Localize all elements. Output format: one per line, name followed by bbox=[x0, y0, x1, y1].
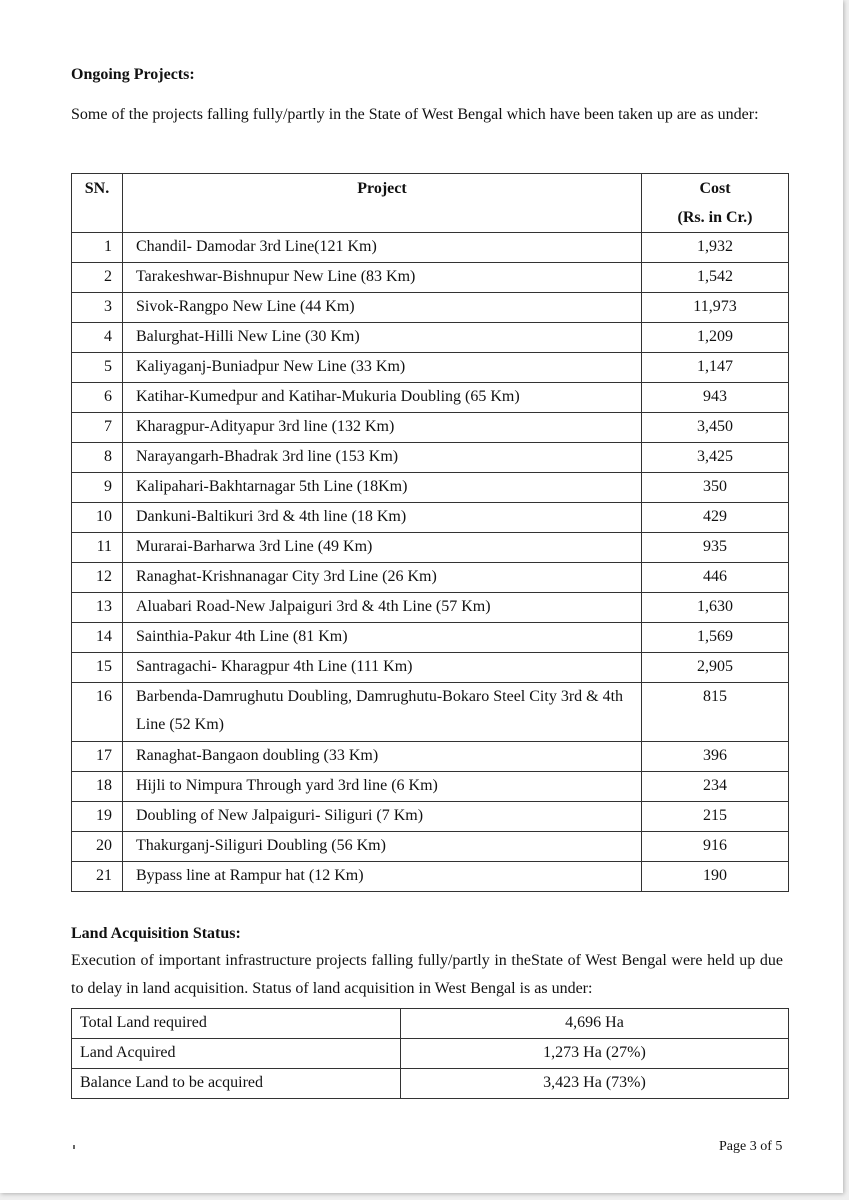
row-sn: 21 bbox=[72, 862, 123, 892]
table-row bbox=[72, 832, 789, 862]
row-project: Narayangarh-Bhadrak 3rd line (153 Km) bbox=[123, 443, 642, 473]
row-sn: 16 bbox=[72, 683, 123, 742]
row-project: Sainthia-Pakur 4th Line (81 Km) bbox=[123, 623, 642, 653]
row-cost: 1,932 bbox=[642, 233, 789, 263]
row-cost: 1,542 bbox=[642, 263, 789, 293]
table-row bbox=[72, 503, 789, 533]
table-row bbox=[72, 353, 789, 383]
cost-header-line1: Cost bbox=[699, 180, 731, 197]
column-header-cost bbox=[642, 174, 789, 233]
row-project: Hijli to Nimpura Through yard 3rd line (6 Km) bbox=[123, 772, 642, 802]
row-cost: 3,425 bbox=[642, 443, 789, 473]
row-project: Balurghat-Hilli New Line (30 Km) bbox=[123, 323, 642, 353]
row-sn: 8 bbox=[72, 443, 123, 473]
ongoing-projects-intro: Some of the projects falling fully/partly in the State of West Bengal which have been taken up are as under: bbox=[71, 106, 759, 123]
row-sn: 2 bbox=[72, 263, 123, 293]
row-cost: 396 bbox=[642, 742, 789, 772]
table-row bbox=[72, 473, 789, 503]
projects-table-header bbox=[72, 174, 789, 233]
land-acquisition-intro: Execution of important infrastructure projects falling fully/partly in theState of West Bengal were held up due to delay in land acquisition. Status of land acquisition in West Bengal is as under: bbox=[71, 952, 783, 997]
row-cost: 935 bbox=[642, 533, 789, 563]
table-row bbox=[72, 443, 789, 473]
row-project: Ranaghat-Krishnanagar City 3rd Line (26 Km) bbox=[123, 563, 642, 593]
row-sn: 17 bbox=[72, 742, 123, 772]
table-row bbox=[72, 772, 789, 802]
row-cost: 234 bbox=[642, 772, 789, 802]
row-cost: 429 bbox=[642, 503, 789, 533]
row-sn: 4 bbox=[72, 323, 123, 353]
table-row bbox=[72, 413, 789, 443]
row-project: Ranaghat-Bangaon doubling (33 Km) bbox=[123, 742, 642, 772]
land-row-value: 1,273 Ha (27%) bbox=[401, 1039, 789, 1069]
row-cost: 3,450 bbox=[642, 413, 789, 443]
row-project: Sivok-Rangpo New Line (44 Km) bbox=[123, 293, 642, 323]
table-row bbox=[72, 1009, 789, 1039]
row-sn: 20 bbox=[72, 832, 123, 862]
row-cost: 446 bbox=[642, 563, 789, 593]
row-sn: 11 bbox=[72, 533, 123, 563]
row-sn: 1 bbox=[72, 233, 123, 263]
table-row bbox=[72, 862, 789, 892]
row-sn: 10 bbox=[72, 503, 123, 533]
table-row bbox=[72, 533, 789, 563]
table-row bbox=[72, 263, 789, 293]
row-project: Barbenda-Damrughutu Doubling, Damrughutu-Bokaro Steel City 3rd & 4th Line (52 Km) bbox=[123, 683, 642, 742]
row-project: Tarakeshwar-Bishnupur New Line (83 Km) bbox=[123, 263, 642, 293]
row-cost: 1,209 bbox=[642, 323, 789, 353]
row-cost: 916 bbox=[642, 832, 789, 862]
row-cost: 1,147 bbox=[642, 353, 789, 383]
projects-table bbox=[71, 173, 789, 892]
row-project: Murarai-Barharwa 3rd Line (49 Km) bbox=[123, 533, 642, 563]
table-row bbox=[72, 563, 789, 593]
cost-header-line2: (Rs. in Cr.) bbox=[677, 209, 753, 226]
row-cost: 11,973 bbox=[642, 293, 789, 323]
land-acquisition-heading: Land Acquisition Status: bbox=[71, 925, 241, 942]
row-project: Doubling of New Jalpaiguri- Siliguri (7 Km) bbox=[123, 802, 642, 832]
row-sn: 19 bbox=[72, 802, 123, 832]
row-project: Aluabari Road-New Jalpaiguri 3rd & 4th Line (57 Km) bbox=[123, 593, 642, 623]
row-project: Bypass line at Rampur hat (12 Km) bbox=[123, 862, 642, 892]
row-cost: 215 bbox=[642, 802, 789, 832]
row-sn: 6 bbox=[72, 383, 123, 413]
row-cost: 1,569 bbox=[642, 623, 789, 653]
table-row bbox=[72, 323, 789, 353]
table-row bbox=[72, 593, 789, 623]
land-row-value: 4,696 Ha bbox=[401, 1009, 789, 1039]
row-project: Dankuni-Baltikuri 3rd & 4th line (18 Km) bbox=[123, 503, 642, 533]
table-row bbox=[72, 683, 789, 742]
row-sn: 9 bbox=[72, 473, 123, 503]
row-sn: 3 bbox=[72, 293, 123, 323]
land-row-label: Land Acquired bbox=[72, 1039, 401, 1069]
column-header-sn: SN. bbox=[72, 174, 123, 233]
row-project: Kaliyaganj-Buniadpur New Line (33 Km) bbox=[123, 353, 642, 383]
row-sn: 13 bbox=[72, 593, 123, 623]
row-sn: 5 bbox=[72, 353, 123, 383]
land-acquisition-table bbox=[71, 1008, 789, 1099]
row-project: Santragachi- Kharagpur 4th Line (111 Km) bbox=[123, 653, 642, 683]
ongoing-projects-heading: Ongoing Projects: bbox=[71, 66, 195, 83]
land-row-label: Total Land required bbox=[72, 1009, 401, 1039]
page-number: Page 3 of 5 bbox=[719, 1139, 783, 1154]
row-project: Katihar-Kumedpur and Katihar-Mukuria Doubling (65 Km) bbox=[123, 383, 642, 413]
table-row bbox=[72, 802, 789, 832]
row-project: Chandil- Damodar 3rd Line(121 Km) bbox=[123, 233, 642, 263]
row-project: Kalipahari-Bakhtarnagar 5th Line (18Km) bbox=[123, 473, 642, 503]
row-sn: 15 bbox=[72, 653, 123, 683]
land-row-label: Balance Land to be acquired bbox=[72, 1069, 401, 1099]
row-cost: 943 bbox=[642, 383, 789, 413]
row-project: Thakurganj-Siliguri Doubling (56 Km) bbox=[123, 832, 642, 862]
row-sn: 7 bbox=[72, 413, 123, 443]
row-sn: 12 bbox=[72, 563, 123, 593]
table-row bbox=[72, 742, 789, 772]
row-cost: 815 bbox=[642, 683, 789, 742]
table-row bbox=[72, 1069, 789, 1099]
row-sn: 14 bbox=[72, 623, 123, 653]
row-cost: 190 bbox=[642, 862, 789, 892]
table-row bbox=[72, 1039, 789, 1069]
row-cost: 2,905 bbox=[642, 653, 789, 683]
row-cost: 350 bbox=[642, 473, 789, 503]
table-row bbox=[72, 293, 789, 323]
table-row bbox=[72, 623, 789, 653]
column-header-project: Project bbox=[123, 174, 642, 233]
row-project: Kharagpur-Adityapur 3rd line (132 Km) bbox=[123, 413, 642, 443]
land-row-value: 3,423 Ha (73%) bbox=[401, 1069, 789, 1099]
table-row bbox=[72, 383, 789, 413]
table-row bbox=[72, 653, 789, 683]
table-row bbox=[72, 233, 789, 263]
page-mark bbox=[73, 1145, 75, 1149]
row-cost: 1,630 bbox=[642, 593, 789, 623]
row-sn: 18 bbox=[72, 772, 123, 802]
